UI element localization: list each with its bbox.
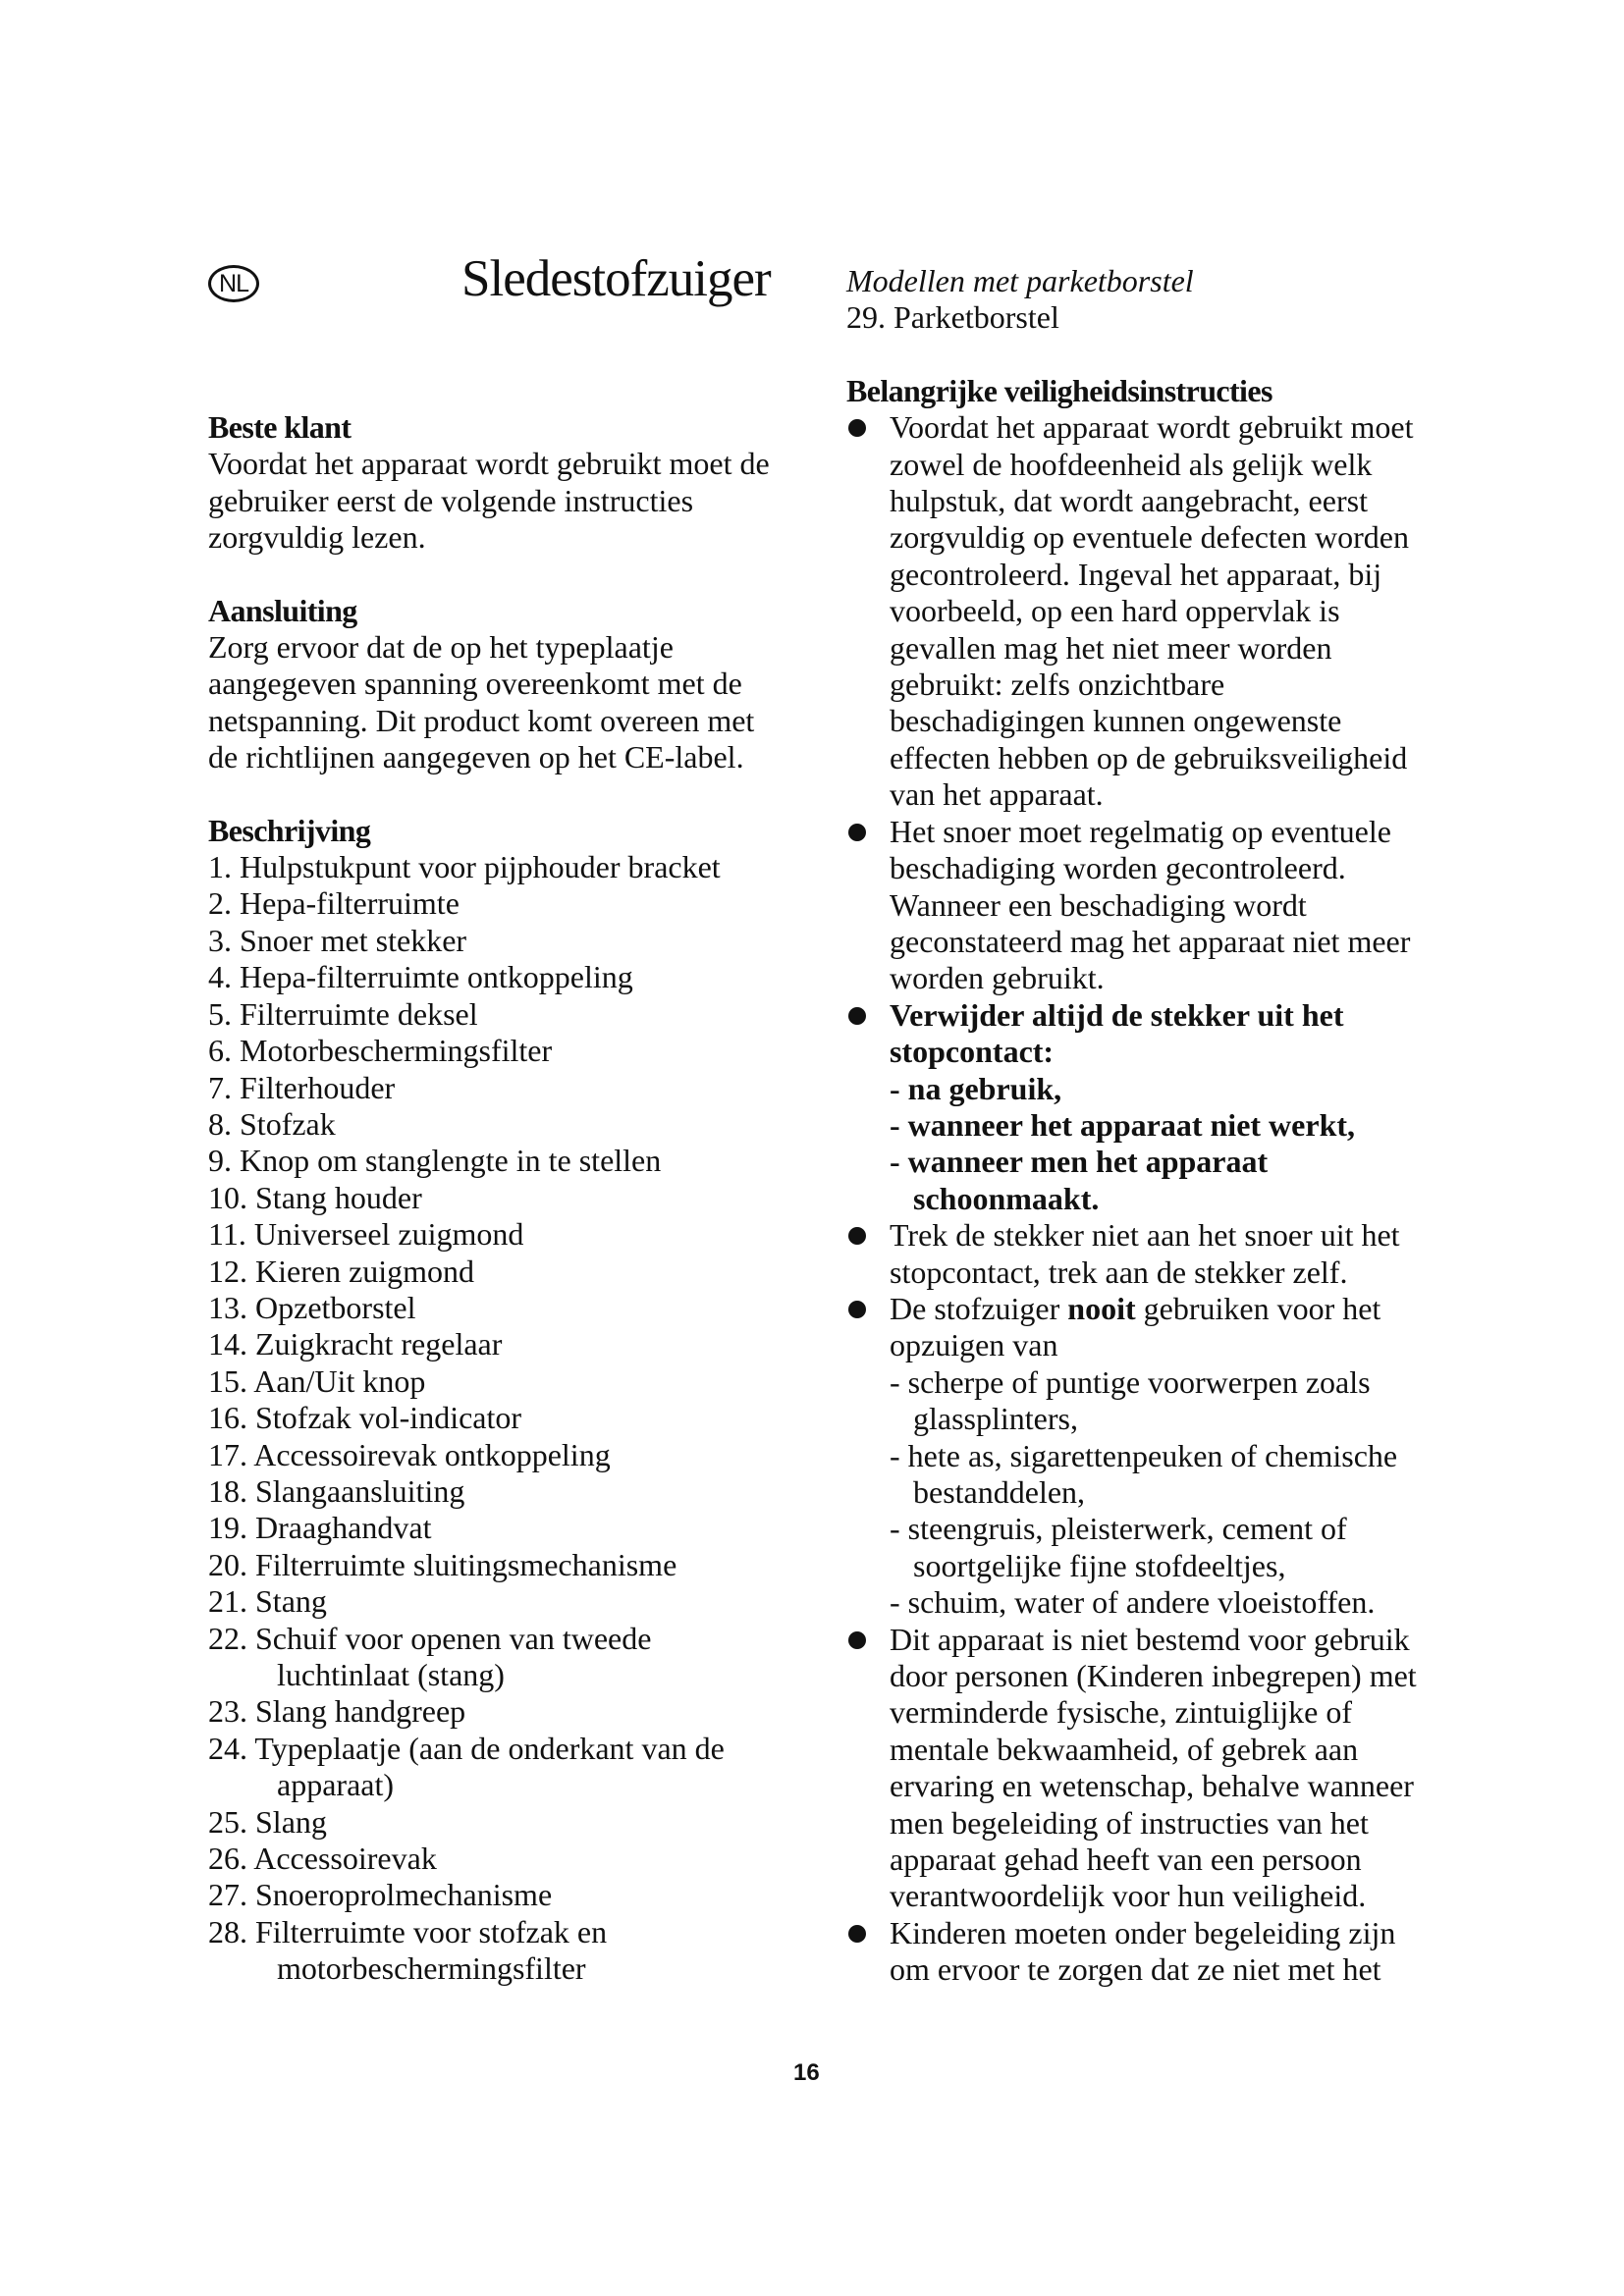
left-column	[208, 409, 789, 1988]
parts-list-item	[208, 1254, 789, 1290]
safety-sublist	[890, 1364, 1428, 1622]
parts-list-item	[208, 1363, 789, 1400]
parts-list-text: Motorbeschermingsfilter	[240, 1033, 553, 1069]
safety-subitem: - steengruis, pleisterwerk, cement of soortgelijke fijne stofdeeltjes,	[890, 1511, 1347, 1583]
parts-list-item	[208, 1731, 789, 1804]
parts-list-number: 23.	[208, 1693, 247, 1730]
parts-list-text: Snoer met stekker	[240, 922, 467, 958]
parts-list-text: Filterruimte deksel	[240, 995, 478, 1032]
safety-text: gebruiken voor het opzuigen van	[890, 1290, 1381, 1363]
bullet-icon	[848, 1631, 866, 1649]
parts-list-text: Knop om stanglengte in te stellen	[240, 1143, 662, 1179]
safety-text: Het snoer moet regelmatig op eventuele beschadiging worden gecontroleerd. Wanneer een beschadiging wordt geconstateerd mag het apparaat niet meer worden gebruikt.	[890, 813, 1411, 996]
parts-list-number: 10.	[208, 1179, 247, 1215]
parts-list-item	[208, 1621, 789, 1694]
parts-list-item	[208, 1437, 789, 1473]
parts-list-text: Slang	[255, 1803, 327, 1840]
safety-subitem: - wanneer het apparaat niet werkt,	[890, 1106, 1356, 1143]
parts-list-item	[208, 1326, 789, 1362]
parts-list-item	[208, 1583, 789, 1620]
parts-list-item	[208, 1914, 789, 1988]
parts-list-text: Kieren zuigmond	[255, 1253, 475, 1289]
greeting-section	[208, 409, 789, 557]
parts-list-item	[208, 1106, 789, 1143]
parts-list-number: 17.	[208, 1436, 247, 1472]
parts-list-text: Slangaansluiting	[255, 1472, 465, 1509]
parts-list-item	[208, 1216, 789, 1253]
language-badge	[208, 265, 259, 302]
parts-list-number: 2.	[208, 885, 232, 922]
parts-list-text: Draaghandvat	[255, 1510, 432, 1546]
parts-list-item	[208, 1070, 789, 1106]
parts-list-number: 4.	[208, 959, 232, 995]
connection-heading: Aansluiting	[208, 592, 357, 628]
safety-text: De stofzuiger	[890, 1290, 1060, 1326]
parts-list-text: Stofzak vol-indicator	[255, 1400, 522, 1436]
parts-list-number: 21.	[208, 1583, 247, 1620]
models-heading: Modellen met parketborstel	[846, 263, 1194, 298]
parts-list-item	[208, 1143, 789, 1179]
parts-list-text: Accessoirevak	[253, 1841, 437, 1877]
parts-list-text: Stofzak	[240, 1105, 336, 1142]
greeting-text: Voordat het apparaat wordt gebruikt moet de gebruiker eerst de volgende instructies zorgvuldig lezen.	[208, 446, 770, 556]
safety-text: Verwijder altijd de stekker uit het stopcontact:	[890, 996, 1344, 1070]
safety-subitem: - wanneer men het apparaat schoonmaakt.	[890, 1144, 1269, 1216]
parts-list-text: Filterhouder	[240, 1069, 396, 1105]
connection-text: Zorg ervoor dat de op het typeplaatje aangegeven spanning overeenkomt met de netspanning. Dit product komt overeen met de richtlijnen aangegeven op het CE-label.	[208, 629, 755, 775]
right-column	[846, 263, 1428, 1989]
page-number: 16	[793, 2059, 820, 2086]
parts-list-number: 13.	[208, 1289, 247, 1325]
parts-list-item	[208, 885, 789, 922]
parts-list-number: 12.	[208, 1253, 247, 1289]
parts-list-text: Hulpstukpunt voor pijphouder bracket	[240, 849, 721, 885]
safety-item	[846, 1291, 1428, 1622]
safety-item	[846, 1217, 1428, 1291]
connection-section	[208, 593, 789, 776]
parts-list-number: 8.	[208, 1105, 232, 1142]
parts-list-number: 26.	[208, 1841, 247, 1877]
page-title: Sledestofzuiger	[461, 250, 771, 307]
parts-list-number: 3.	[208, 922, 232, 958]
bullet-icon	[848, 824, 866, 841]
safety-item	[846, 997, 1428, 1217]
bullet-icon	[848, 1301, 866, 1318]
safety-item	[846, 814, 1428, 997]
parts-list-text: Zuigkracht regelaar	[255, 1326, 503, 1362]
parts-list-number: 15.	[208, 1362, 247, 1399]
parts-list-text: Universeel zuigmond	[253, 1216, 524, 1253]
parts-list-number: 22.	[208, 1620, 247, 1656]
models-item: 29. Parketborstel	[846, 299, 1059, 336]
parts-list-item	[208, 1547, 789, 1583]
parts-list-text: Stang	[255, 1583, 327, 1620]
safety-item	[846, 409, 1428, 813]
description-section	[208, 813, 789, 1988]
safety-emphasis: nooit	[1067, 1290, 1136, 1326]
safety-item	[846, 1915, 1428, 1989]
safety-text: Trek de stekker niet aan het snoer uit het stopcontact, trek aan de stekker zelf.	[890, 1217, 1400, 1290]
parts-list-text: Snoeroprolmechanisme	[255, 1877, 553, 1913]
parts-list-item	[208, 923, 789, 959]
safety-subitem: - hete as, sigarettenpeuken of chemische bestanddelen,	[890, 1437, 1398, 1510]
safety-list	[846, 409, 1428, 1988]
parts-list-item	[208, 1877, 789, 1913]
greeting-heading: Beste klant	[208, 409, 352, 445]
parts-list-number: 1.	[208, 849, 232, 885]
parts-list-item	[208, 1841, 789, 1877]
parts-list-number: 24.	[208, 1730, 247, 1766]
parts-list-text: Accessoirevak ontkoppeling	[253, 1436, 611, 1472]
safety-subitem: - na gebruik,	[890, 1070, 1062, 1106]
safety-subitem: - schuim, water of andere vloeistoffen.	[890, 1584, 1376, 1621]
parts-list-text: Opzetborstel	[255, 1289, 416, 1325]
bullet-icon	[848, 419, 866, 437]
parts-list-text: Stang houder	[255, 1179, 422, 1215]
parts-list-item	[208, 1804, 789, 1841]
parts-list-item	[208, 1033, 789, 1069]
parts-list-number: 16.	[208, 1400, 247, 1436]
parts-list-item	[208, 1400, 789, 1436]
parts-list-item	[208, 1693, 789, 1730]
parts-list-number: 14.	[208, 1326, 247, 1362]
language-code: NL	[219, 269, 248, 297]
parts-list-text: Filterruimte sluitingsmechanisme	[255, 1546, 677, 1582]
parts-list	[208, 849, 789, 1988]
safety-heading: Belangrijke veiligheidsinstructies	[846, 372, 1272, 408]
parts-list-number: 19.	[208, 1510, 247, 1546]
parts-list-number: 6.	[208, 1033, 232, 1069]
parts-list-number: 11.	[208, 1216, 246, 1253]
parts-list-item	[208, 959, 789, 995]
parts-list-text: Hepa-filterruimte ontkoppeling	[240, 959, 633, 995]
parts-list-text: Filterruimte voor stofzak en motorbeschermingsfilter	[255, 1913, 608, 1987]
parts-list-text: Slang handgreep	[255, 1693, 466, 1730]
bullet-icon	[848, 1227, 866, 1245]
parts-list-item	[208, 1290, 789, 1326]
parts-list-text: Schuif voor openen van tweede luchtinlaat (stang)	[255, 1620, 652, 1692]
parts-list-text: Hepa-filterruimte	[240, 885, 460, 922]
safety-item	[846, 1622, 1428, 1915]
safety-subitem: - scherpe of puntige voorwerpen zoals glassplinters,	[890, 1363, 1371, 1437]
parts-list-item	[208, 1473, 789, 1510]
safety-sublist	[890, 1071, 1428, 1218]
parts-list-item	[208, 1510, 789, 1546]
bullet-icon	[848, 1007, 866, 1025]
parts-list-number: 7.	[208, 1069, 232, 1105]
parts-list-number: 27.	[208, 1877, 247, 1913]
parts-list-number: 25.	[208, 1803, 247, 1840]
parts-list-number: 9.	[208, 1143, 232, 1179]
bullet-icon	[848, 1925, 866, 1943]
parts-list-number: 18.	[208, 1472, 247, 1509]
parts-list-number: 28.	[208, 1913, 247, 1949]
parts-list-number: 20.	[208, 1546, 247, 1582]
safety-text: Voordat het apparaat wordt gebruikt moet zowel de hoofdeenheid als gelijk welk hulpstuk, dat wordt aangebracht, eerst zorgvuldig op eventuele defecten worden gecontroleerd. Ingeval het apparaat, bij voorbeeld, op een hard oppervlak is gevallen mag het niet meer worden gebruikt: zelfs onzichtbare beschadigingen kunnen ongewenste effecten hebben op de gebruiksveiligheid van het apparaat.	[890, 409, 1414, 813]
parts-list-text: Typeplaatje (aan de onderkant van de apparaat)	[254, 1730, 725, 1803]
safety-text: Kinderen moeten onder begeleiding zijn om ervoor te zorgen dat ze niet met het	[890, 1914, 1396, 1988]
parts-list-item	[208, 996, 789, 1033]
safety-text: Dit apparaat is niet bestemd voor gebruik door personen (Kinderen inbegrepen) met verminderde fysische, zintuiglijke of mentale bekwaamheid, of gebrek aan ervaring en wetenschap, behalve wanneer men begeleiding of instructies van het apparaat gehad heeft van een persoon verantwoordelijk voor hun veiligheid.	[890, 1621, 1417, 1914]
parts-list-item	[208, 849, 789, 885]
parts-list-number: 5.	[208, 995, 232, 1032]
parts-list-text: Aan/Uit knop	[253, 1362, 426, 1399]
parts-list-item	[208, 1180, 789, 1216]
description-heading: Beschrijving	[208, 812, 371, 848]
